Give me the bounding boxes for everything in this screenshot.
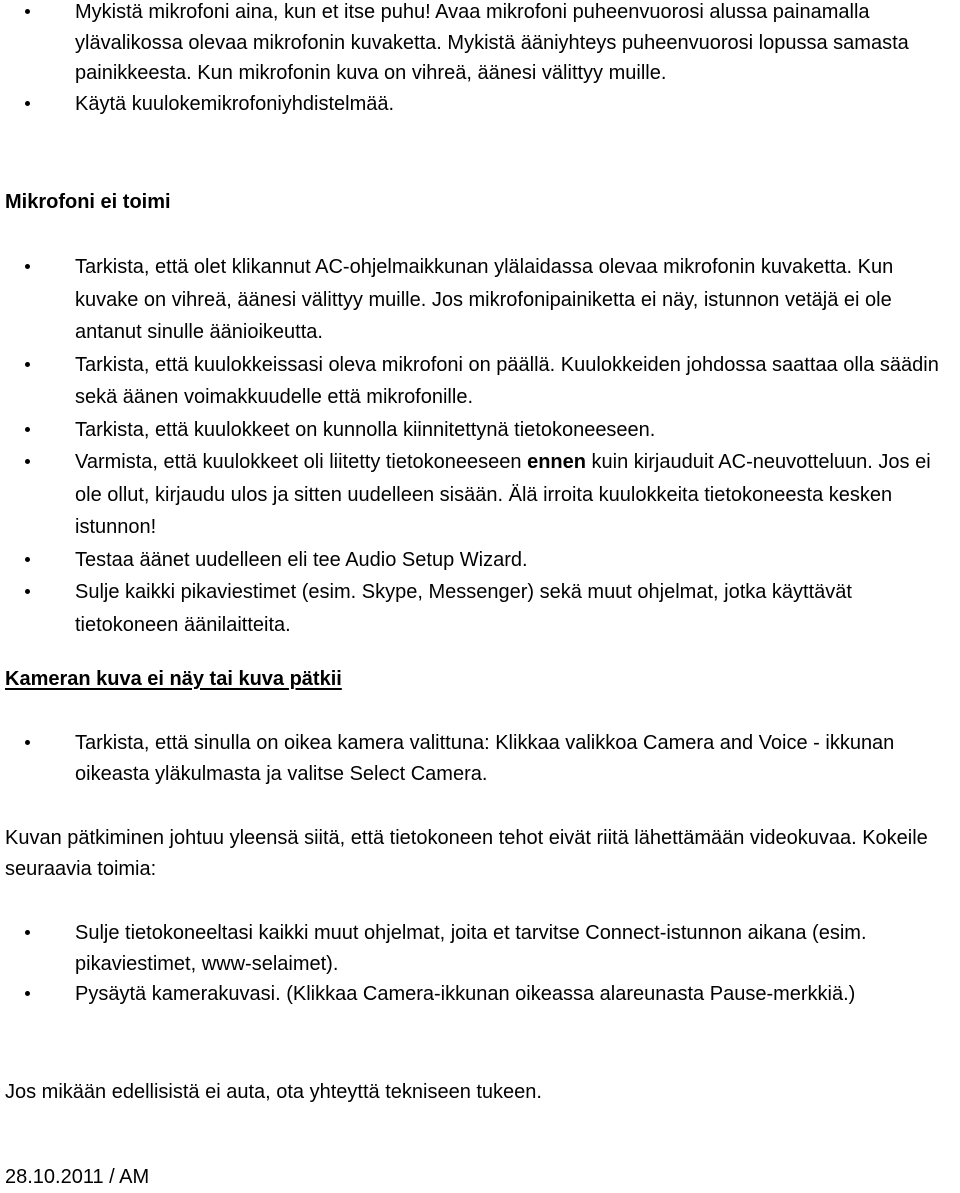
- list-item: Testaa äänet uudelleen eli tee Audio Setup Wizard.: [5, 544, 950, 577]
- camera-actions-list: [5, 918, 950, 1010]
- list-item: Sulje tietokoneeltasi kaikki muut ohjelmat, joita et tarvitse Connect-istunnon aikana (esim. pikaviestimet, www-selaimet).: [5, 918, 950, 979]
- list-item: [5, 446, 950, 544]
- list-item: Tarkista, että sinulla on oikea kamera valittuna: Klikkaa valikkoa Camera and Voice - ikkunan oikeasta yläkulmasta ja valitse Select Camera.: [5, 728, 950, 789]
- list-item: Sulje kaikki pikaviestimet (esim. Skype, Messenger) sekä muut ohjelmat, jotka käyttävät tietokoneen äänilaitteita.: [5, 576, 950, 641]
- camera-paragraph: Kuvan pätkiminen johtuu yleensä siitä, että tietokoneen tehot eivät riitä lähettämään videokuvaa. Kokeile seuraavia toimia:: [5, 827, 928, 880]
- emphasis-text: ennen: [527, 451, 586, 473]
- list-item-text: Varmista, että kuulokkeet oli liitetty tietokoneeseen: [75, 451, 528, 473]
- microphone-troubleshooting-list: [5, 251, 950, 641]
- list-item: Tarkista, että kuulokkeissasi oleva mikrofoni on päällä. Kuulokkeiden johdossa saattaa olla säädin sekä äänen voimakkuudelle että mikrofonille.: [5, 349, 950, 414]
- list-item: Mykistä mikrofoni aina, kun et itse puhu! Avaa mikrofoni puheenvuorosi alussa painamalla ylävalikossa olevaa mikrofonin kuvaketta. Mykistä ääniyhteys puheenvuorosi lopussa samasta painikkeesta. Kun mikrofonin kuva on vihreä, äänesi välittyy muille.: [5, 0, 950, 89]
- camera-section-heading: Kameran kuva ei näy tai kuva pätkii: [5, 668, 342, 690]
- closing-paragraph: Jos mikään edellisistä ei auta, ota yhteyttä tekniseen tukeen.: [5, 1081, 542, 1103]
- footer-date: 28.10.2011 / AM: [5, 1166, 150, 1188]
- list-item: Pysäytä kamerakuvasi. (Klikkaa Camera-ikkunan oikeassa alareunasta Pause-merkkiä.): [5, 979, 950, 1010]
- list-item-text: kuin kirjauduit AC-neuvotteluun. Jos ei ole ollut, kirjaudu ulos ja sitten uudelleen sisään. Älä irroita kuulokkeita tietokoneesta kesken istunnon!: [75, 451, 931, 538]
- top-bullet-list: [5, 0, 950, 119]
- microphone-section-heading: Mikrofoni ei toimi: [5, 191, 171, 213]
- camera-selection-list: [5, 728, 950, 789]
- list-item: Käytä kuulokemikrofoniyhdistelmää.: [5, 89, 950, 120]
- list-item: Tarkista, että kuulokkeet on kunnolla kiinnitettynä tietokoneeseen.: [5, 414, 950, 447]
- list-item: Tarkista, että olet klikannut AC-ohjelmaikkunan ylälaidassa olevaa mikrofonin kuvaketta. Kun kuvake on vihreä, äänesi välittyy muille. Jos mikrofonipainiketta ei näy, istunnon vetäjä ei ole antanut sinulle äänioikeutta.: [5, 251, 950, 349]
